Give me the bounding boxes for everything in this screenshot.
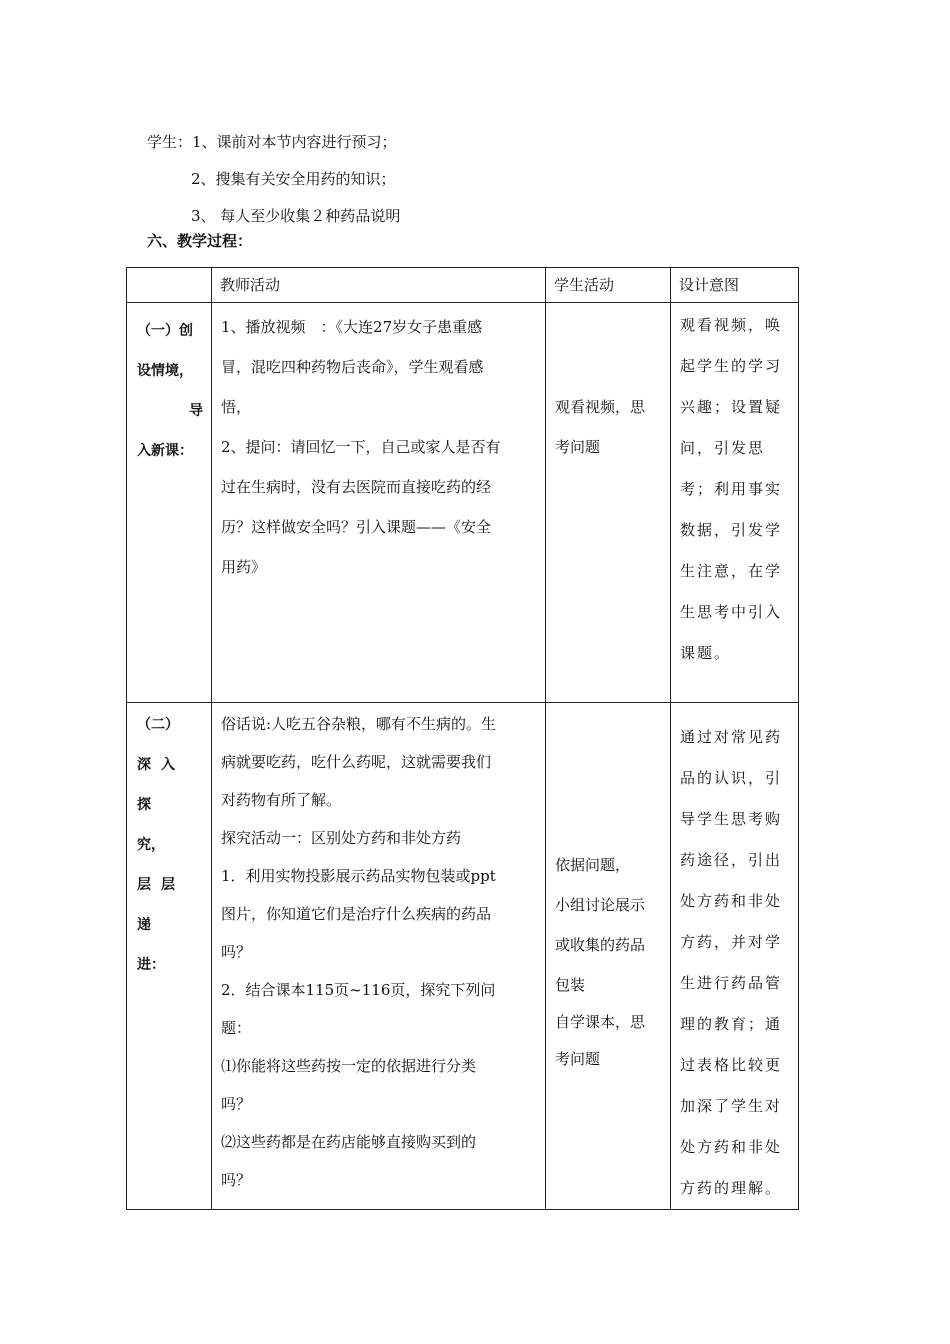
text-line: 图片，你知道它们是治疗什么疾病的药品 bbox=[221, 905, 492, 923]
text-line: 悟， bbox=[221, 398, 252, 416]
teacher-activity-cell bbox=[212, 303, 546, 703]
stage-line: 层层递 bbox=[137, 877, 185, 933]
text-line: 生进行药品管 bbox=[680, 974, 783, 992]
text-line: 过在生病时，没有去医院而直接吃药的经 bbox=[221, 478, 492, 496]
student-activity bbox=[546, 703, 670, 1079]
header-teacher-label: 教师活动 bbox=[220, 276, 281, 294]
text-line: 处方药和非处 bbox=[680, 892, 783, 910]
stage-line: 入新课： bbox=[137, 443, 193, 459]
text-line: 方药的理解。 bbox=[680, 1179, 783, 1197]
text-line: 病就要吃药，吃什么药呢，这就需要我们 bbox=[221, 753, 492, 771]
stage-line: （二） bbox=[137, 717, 179, 733]
text-line: 依据问题， bbox=[555, 856, 631, 874]
header-student bbox=[546, 268, 671, 303]
prep-line-1: 学生：1、课前对本节内容进行预习； bbox=[147, 133, 397, 151]
text-line: 题： bbox=[221, 1019, 252, 1037]
text-line: 探究活动一：区别处方药和非处方药 bbox=[221, 829, 462, 847]
student-preparation bbox=[147, 124, 400, 235]
text-line: 自学课本，思 bbox=[555, 1013, 646, 1031]
text-line: 理的教育；通 bbox=[680, 1015, 783, 1033]
text-line: 导学生思考购 bbox=[680, 810, 783, 828]
table-row bbox=[127, 703, 799, 1210]
stage-label bbox=[127, 303, 211, 471]
text-line: 生思考中引入 bbox=[680, 603, 783, 621]
text-line: 观看视频，思 bbox=[555, 398, 646, 416]
text-line: 冒，混吃四种药物后丧命》，学生观看感 bbox=[221, 358, 484, 376]
header-stage-label bbox=[127, 268, 211, 276]
stage-line: 设情境， bbox=[137, 363, 193, 379]
design-intent-cell bbox=[671, 303, 799, 703]
student-activity-cell bbox=[546, 703, 671, 1210]
header-intent bbox=[671, 268, 799, 303]
stage-cell bbox=[127, 303, 212, 703]
text-line: 兴趣；设置疑 bbox=[680, 398, 783, 416]
text-line: ⑵这些药都是在药店能够直接购买到的 bbox=[221, 1133, 477, 1151]
stage-line: 进： bbox=[137, 957, 165, 973]
text-line: 药途径，引出 bbox=[680, 851, 783, 869]
text-line: 吗？ bbox=[221, 943, 252, 961]
text-line: 加深了学生对 bbox=[680, 1097, 783, 1115]
text-line: 考；利用事实 bbox=[680, 480, 783, 498]
header-intent-label: 设计意图 bbox=[679, 276, 740, 294]
text-line: 2．结合课本115页~116页，探究下列问 bbox=[221, 981, 496, 999]
text-line: 观看视频，唤 bbox=[680, 316, 783, 334]
table-header-row bbox=[127, 268, 799, 303]
text-line: 吗？ bbox=[221, 1171, 252, 1189]
header-teacher bbox=[212, 268, 546, 303]
text-line: 或收集的药品 bbox=[555, 936, 646, 954]
text-line: 方药，并对学 bbox=[680, 933, 783, 951]
text-line: 数据，引发学 bbox=[680, 521, 783, 539]
text-line: ⑴你能将这些药按一定的依据进行分类 bbox=[221, 1057, 477, 1075]
student-activity bbox=[546, 303, 670, 467]
stage-label bbox=[127, 703, 211, 985]
text-line: 考问题 bbox=[555, 438, 601, 456]
section-title: 六、教学过程： bbox=[147, 232, 253, 250]
teacher-activity bbox=[212, 703, 545, 1201]
text-line: 考问题 bbox=[555, 1050, 601, 1068]
prep-line-2: 2、搜集有关安全用药的知识； bbox=[191, 170, 396, 188]
text-line: 课题。 bbox=[680, 644, 732, 662]
text-line: 吗？ bbox=[221, 1095, 252, 1113]
stage-line: 深入探 bbox=[137, 757, 185, 813]
text-line: 对药物有所了解。 bbox=[221, 791, 342, 809]
text-line: 用药》 bbox=[221, 558, 267, 576]
text-line: 起学生的学习 bbox=[680, 357, 783, 375]
table-row bbox=[127, 303, 799, 703]
student-activity-cell bbox=[546, 303, 671, 703]
text-line: 俗话说:人吃五谷杂粮，哪有不生病的。生 bbox=[221, 715, 497, 733]
text-line: 1．利用实物投影展示药品实物包装或ppt bbox=[221, 867, 496, 885]
design-intent bbox=[671, 703, 798, 1209]
stage-cell bbox=[127, 703, 212, 1210]
design-intent-cell bbox=[671, 703, 799, 1210]
text-line: 1、播放视频 ：《大连27岁女子患重感 bbox=[221, 318, 483, 336]
teacher-activity-cell bbox=[212, 703, 546, 1210]
teacher-activity bbox=[212, 303, 545, 591]
text-line: 品的认识，引 bbox=[680, 769, 783, 787]
text-line: 小组讨论展示 bbox=[555, 896, 646, 914]
text-line: 通过对常见药 bbox=[680, 728, 783, 746]
stage-line: （一）创 bbox=[137, 323, 193, 339]
stage-line: 导 bbox=[189, 403, 203, 419]
text-line: 历？这样做安全吗？引入课题——《安全 bbox=[221, 518, 492, 536]
text-line: 包装 bbox=[555, 976, 586, 994]
text-line: 问，引发思 bbox=[680, 439, 766, 457]
text-line: 2、提问：请回忆一下，自己或家人是否有 bbox=[221, 438, 501, 456]
text-line: 生注意，在学 bbox=[680, 562, 783, 580]
text-line: 处方药和非处 bbox=[680, 1138, 783, 1156]
text-line: 过表格比较更 bbox=[680, 1056, 783, 1074]
header-stage bbox=[127, 268, 212, 303]
stage-line: 究， bbox=[137, 837, 165, 853]
header-student-label: 学生活动 bbox=[554, 276, 615, 294]
design-intent bbox=[671, 303, 798, 674]
teaching-process-table bbox=[126, 267, 799, 1210]
prep-line-3: 3、 每人至少收集２种药品说明 bbox=[191, 207, 401, 225]
